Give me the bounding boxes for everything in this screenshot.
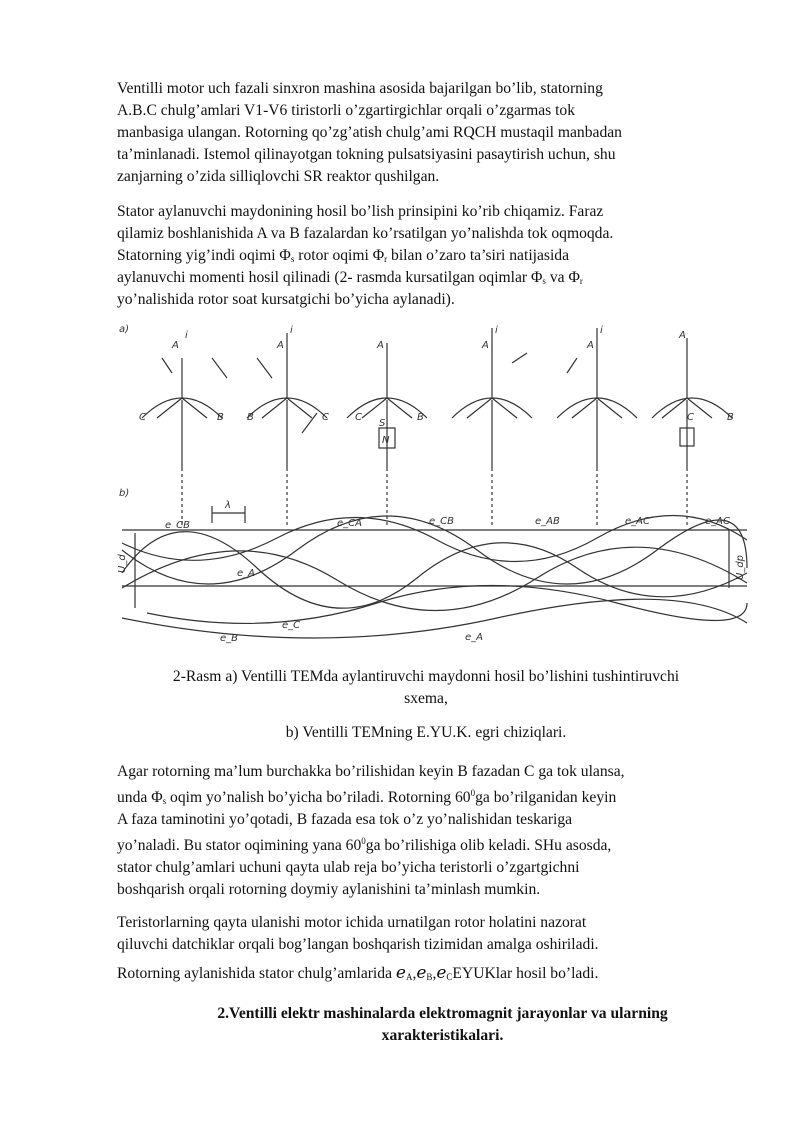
p2-line-2: qilamiz boshlanishida A va B fazalardan ko’rsatilgan yo’nalishda tok oqmoqda. [117,225,614,242]
p2-line-5: yo’nalishida rotor soat kursatgichi bo’yicha aylanadi). [117,291,455,308]
svg-text:A: A [172,340,179,351]
figure-drawing [117,318,753,658]
svg-text:e_CB: e_CB [165,520,190,531]
position-diagram-4 [452,328,532,468]
p3-line-2: unda $\Phi_s$ oqim yo’nalish bo’yicha bo’riladi. Rotorning $60^0ga$ bo’rilganidan keyin [117,787,617,806]
p3-line-5: stator chulg’amlari uchuni qayta ulab reja bo’yicha teristorli o’zgartgichni [117,859,580,876]
svg-text:U_d: U_d [117,554,128,573]
svg-text:A: A [277,340,284,351]
p3-line-6: boshqarish orqali rotorning doymiy aylanishini ta’minlash mumkin. [117,881,541,898]
p3-line-3: A faza taminotini yo’qotadi, B fazada esa tok o’z yo’nalishidan teskariga [117,811,573,828]
p2-line-1: Stator aylanuvchi maydonining hosil bo’lish prinsipini ko’rib chiqamiz. Faraz [117,203,604,220]
p1-line-3: manbasiga ulangan. Rotorning qo’zg’atish chulg’ami RQCH mustaqil manbadan [117,124,622,141]
svg-text:e_CA: e_CA [337,518,362,529]
position-diagram-1 [142,358,227,468]
svg-text:A: A [377,340,384,351]
svg-text:A: A [679,330,686,341]
sensor-paragraph [117,912,735,985]
p2-line-4: aylanuvchi momenti hosil qilinadi (2- rasmda kursatilgan oqimlar $\Phi_s$ va $\Phi_r$ [117,269,583,286]
p3-line-4: yo’naladi. Bu stator oqimining yana $60^0ga$ bo’rilishiga olib keladi. SHu asosda, [117,835,612,854]
svg-text:i: i [495,325,498,336]
svg-text:U_dp: U_dp [735,554,746,580]
position-diagram-6 [652,338,732,468]
svg-text:e_A: e_A [237,568,255,579]
svg-text:e_C: e_C [282,620,301,631]
svg-text:S: S [379,418,386,429]
position-diagram-2 [247,333,327,468]
svg-text:C: C [355,412,362,423]
svg-text:e_AB: e_AB [535,516,560,527]
svg-text:i: i [290,325,293,336]
intro-paragraph [117,78,735,188]
section-heading [150,1003,735,1047]
svg-text:N: N [382,435,390,446]
svg-text:i: i [600,325,603,336]
svg-text:C: C [139,412,146,423]
figure-caption [117,666,735,710]
svg-text:A: A [482,340,489,351]
svg-text:B: B [417,412,424,423]
svg-text:B: B [217,412,224,423]
p2-line-3: Statorning yig’indi oqimi $\Phi_s$ rotor oqimi $\Phi_r$ bilan o’zaro ta’siri natijasida [117,247,570,264]
caption-line-1: 2-Rasm a) Ventilli TEMda aylantiruvchi maydonni hosil bo’lishini tushintiruvchi [172,668,680,685]
svg-text:e_B: e_B [220,633,239,644]
svg-text:C: C [687,412,694,423]
svg-text:e_A: e_A [465,632,483,643]
p3-line-1: Agar rotorning ma’lum burchakka bo’rilishidan keyin B fazadan C ga tok ulansa, [117,763,625,780]
heading-line-2: xarakteristikalari. [381,1027,504,1044]
p1-line-4: ta’minlanadi. Istemol qilinayotgan tokning pulsatsiyasini pasaytirish uchun, shu [117,146,616,163]
svg-text:C: C [322,412,329,423]
position-diagram-5 [557,328,637,468]
svg-text:A: A [587,340,594,351]
p4-line-2: qiluvchi datchiklar orqali bog’langan boshqarish tizimidan amalga oshiriladi. [117,936,599,953]
heading-line-1: 2.Ventilli elektr mashinalarda elektromagnit jarayonlar va ularning [217,1005,668,1022]
p1-line-2: A.B.C chulg’amlari V1-V6 tiristorli o’zgartirgichlar orqali o’zgarmas tok [117,102,576,119]
svg-text:B: B [247,412,254,423]
caption-line-2: sxema, [404,690,448,707]
figure-ventilli-tem [117,318,753,658]
label-a: a) [119,324,130,335]
svg-text:e_AC: e_AC [625,516,650,527]
commutation-paragraph [117,761,735,901]
p1-line-5: zanjarning o’zida silliqlovchi SR reaktor qushilgan. [117,168,440,185]
svg-text:B: B [727,412,734,423]
svg-text:i: i [185,330,188,341]
position-diagram-3 [347,343,427,468]
svg-text:e_CB: e_CB [429,516,454,527]
p4-line-3: Rotorning aylanishida stator chulg’amlarida $e_A,e_B,e_CEYUKlar$ hosil bo’ladi. [117,963,599,983]
p1-line-1: Ventilli motor uch fazali sinxron mashina asosida bajarilgan bo’lib, statorning [117,80,603,97]
p4-line-1: Teristorlarning qayta ulanishi motor ichida urnatilgan rotor holatini nazorat [117,914,587,931]
svg-text:λ: λ [225,500,231,511]
label-b: b) [119,488,130,499]
svg-text:e_AC: e_AC [705,516,730,527]
figure-caption-b: b) Ventilli TEMning E.YU.K. egri chiziqlari. [285,724,567,741]
field-principle-paragraph [117,201,735,311]
